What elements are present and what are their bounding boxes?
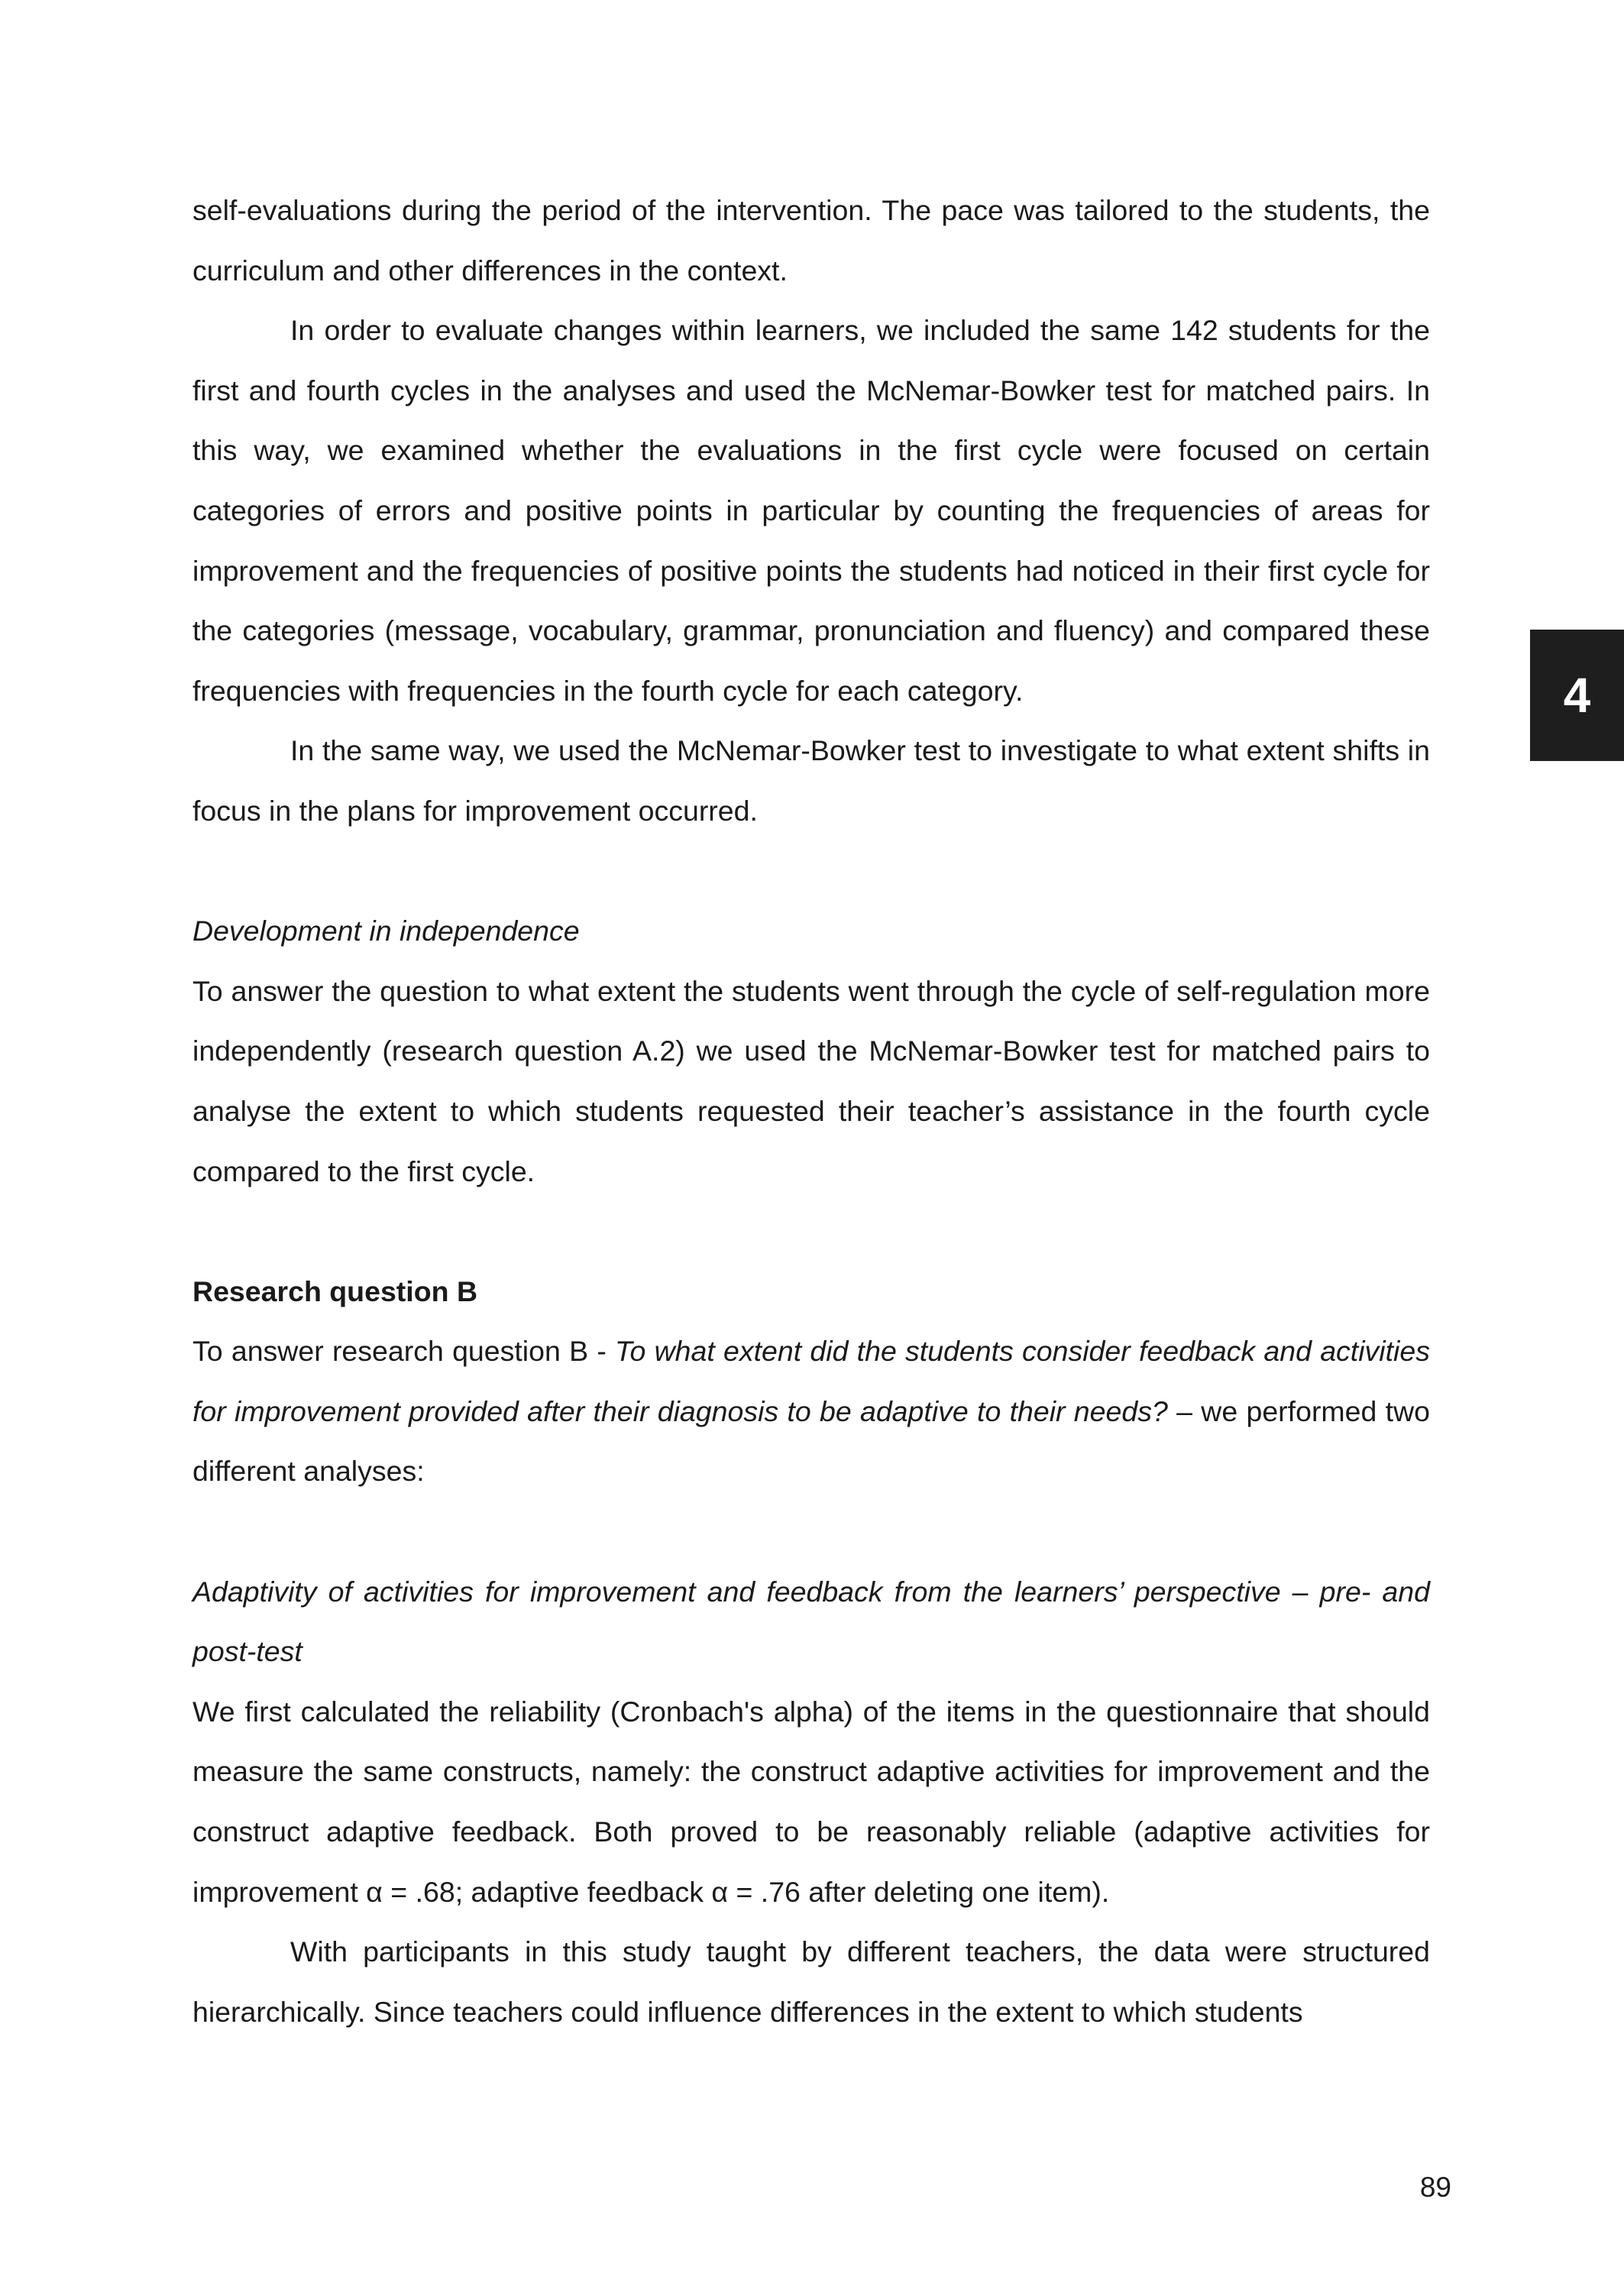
rq-b-intro-text: To answer research question B - xyxy=(192,1335,616,1368)
spacer xyxy=(192,841,1430,902)
page-number: 89 xyxy=(1419,2172,1451,2203)
page-body xyxy=(192,180,1430,2042)
paragraph-research-question-b xyxy=(192,1321,1430,1501)
subheading-adaptivity: Adaptivity of activities for improvement and feedback from the learners’ perspective – pre- and post-test xyxy=(192,1575,1430,1668)
paragraph-hierarchical-data: With participants in this study taught by different teachers, the data were structured hierarchically. Since teachers could influence differences in the extent to which students xyxy=(192,1935,1430,2028)
paragraph-intervention-pace: self-evaluations during the period of the intervention. The pace was tailored to the students, the curriculum and other differences in the context. xyxy=(192,194,1430,287)
spacer xyxy=(192,1201,1430,1261)
heading-research-question-b: Research question B xyxy=(192,1274,478,1307)
paragraph-plans-for-improvement: In the same way, we used the McNemar-Bowker test to investigate to what extent shifts in focus in the plans for improvement occurred. xyxy=(192,734,1430,827)
paragraph-changes-within-learners: In order to evaluate changes within learners, we included the same 142 students for the first and fourth cycles in the analyses and used the McNemar-Bowker test for matched pairs. In this way, we examined whether the evaluations in the first cycle were focused on certain categories of errors and positive points in particular by counting the frequencies of areas for improvement and the frequencies of positive points the students had noticed in their first cycle for the categories (message, vocabulary, grammar, pronunciation and fluency) and compared these frequencies with frequencies in the fourth cycle for each category. xyxy=(192,314,1430,707)
spacer xyxy=(192,1501,1430,1562)
subheading-development-in-independence: Development in independence xyxy=(192,915,580,947)
rq-b-question-text: To what extent did the students consider feedback and activities for improvement provided after their diagnosis to be adaptive to their needs? xyxy=(192,1335,1430,1427)
rq-b-closing-text: – we performed two different analyses: xyxy=(192,1394,1431,1488)
paragraph-independence-analysis: To answer the question to what extent the students went through the cycle of self-regulation more independently (research question A.2) we used the McNemar-Bowker test for matched pairs to analyse the extent to which students requested their teacher’s assistance in the fourth cycle compared to the first cycle. xyxy=(192,974,1430,1187)
paragraph-reliability: We first calculated the reliability (Cronbach's alpha) of the items in the questionnaire that should measure the same constructs, namely: the construct adaptive activities for improvement and the construct adaptive feedback. Both proved to be reasonably reliable (adaptive activities for improvement α = .68; adaptive feedback α = .76 after deleting one item). xyxy=(192,1695,1430,1908)
chapter-tab: 4 xyxy=(1530,630,1624,761)
